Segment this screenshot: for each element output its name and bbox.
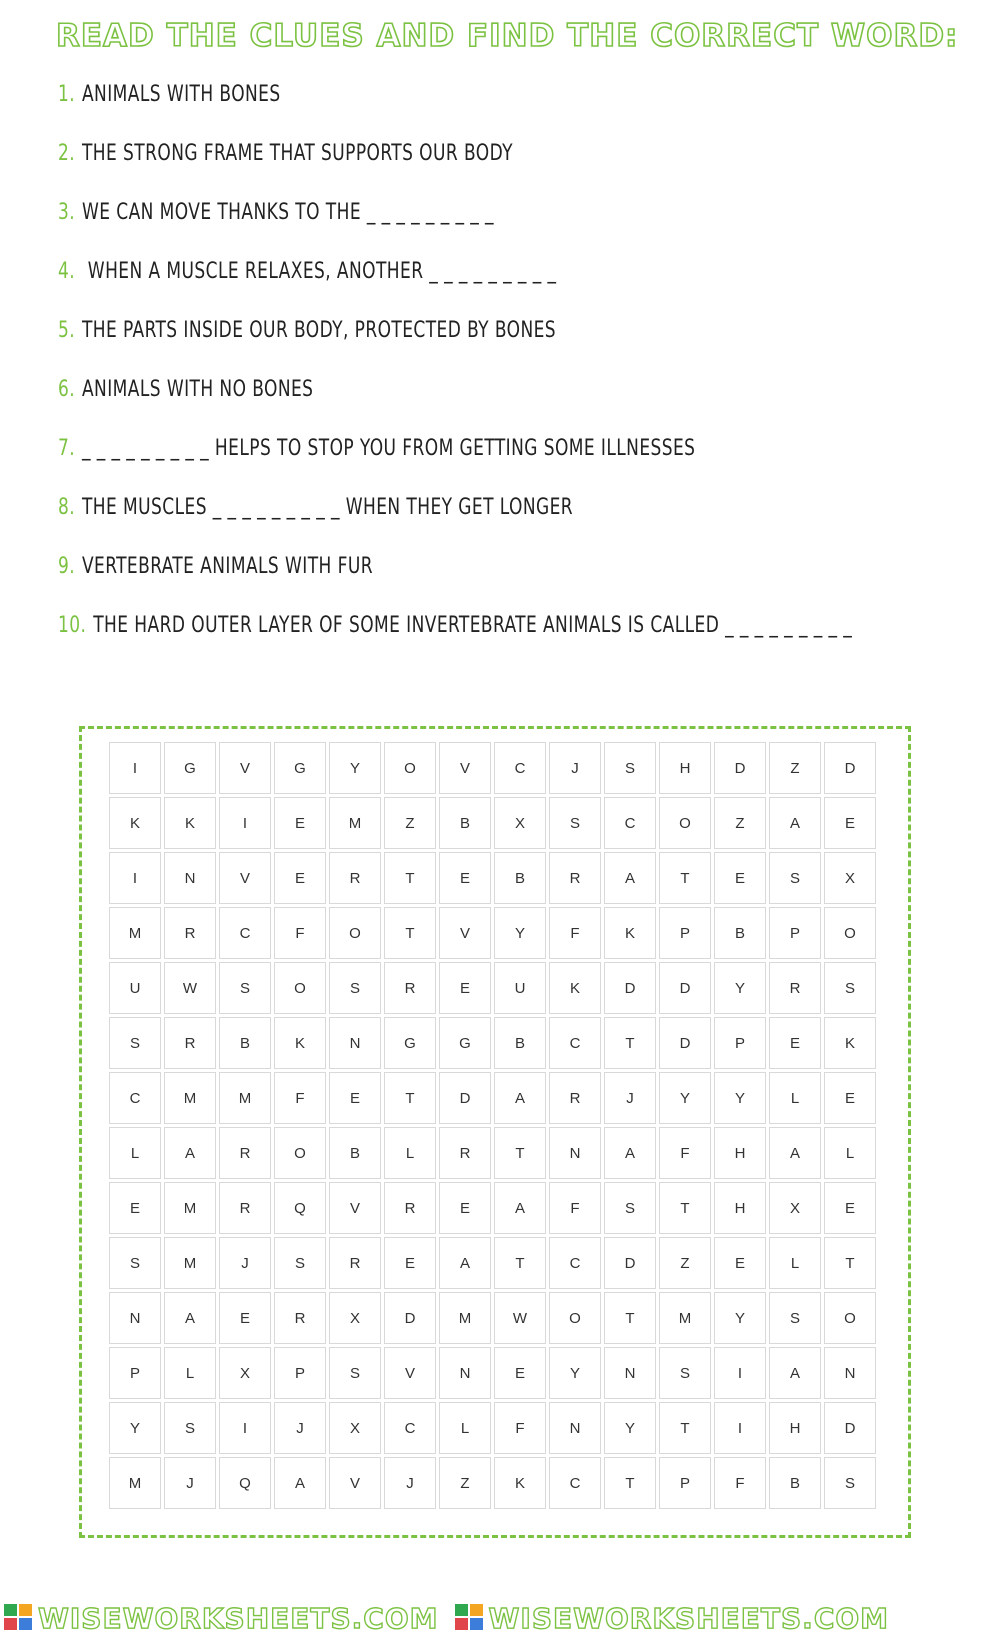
grid-cell: D	[714, 742, 766, 794]
grid-cell: Z	[714, 797, 766, 849]
grid-cell: B	[494, 1017, 546, 1069]
grid-cell: P	[659, 1457, 711, 1509]
grid-cell: D	[604, 962, 656, 1014]
grid-cell: D	[659, 1017, 711, 1069]
grid-cell: T	[384, 852, 436, 904]
grid-cell: W	[164, 962, 216, 1014]
grid-cell: N	[164, 852, 216, 904]
clue-text: WHEN A MUSCLE RELAXES, ANOTHER _ _ _ _ _ _ _ _ _	[81, 259, 557, 284]
grid-cell: R	[384, 1182, 436, 1234]
grid-cell: T	[494, 1127, 546, 1179]
grid-cell: S	[604, 742, 656, 794]
grid-cell: C	[549, 1017, 601, 1069]
grid-cell: E	[714, 1237, 766, 1289]
grid-cell: S	[549, 797, 601, 849]
grid-cell: E	[824, 797, 876, 849]
grid-cell: B	[714, 907, 766, 959]
grid-cell: X	[769, 1182, 821, 1234]
grid-cell: I	[109, 742, 161, 794]
grid-cell: M	[164, 1182, 216, 1234]
grid-cell: Y	[714, 1292, 766, 1344]
grid-cell: T	[494, 1237, 546, 1289]
grid-cell: J	[219, 1237, 271, 1289]
grid-cell: S	[659, 1347, 711, 1399]
grid-cell: X	[329, 1402, 381, 1454]
footer-watermark	[0, 1598, 1000, 1638]
grid-cell: Y	[494, 907, 546, 959]
grid-cell: Z	[439, 1457, 491, 1509]
grid-cell: X	[219, 1347, 271, 1399]
grid-cell: S	[274, 1237, 326, 1289]
grid-cell: Y	[659, 1072, 711, 1124]
grid-cell: A	[494, 1182, 546, 1234]
grid-cell: P	[769, 907, 821, 959]
grid-cell: K	[164, 797, 216, 849]
grid-cell: H	[659, 742, 711, 794]
grid-cell: Y	[549, 1347, 601, 1399]
grid-cell: C	[384, 1402, 436, 1454]
clue-text: THE MUSCLES _ _ _ _ _ _ _ _ _ WHEN THEY GET LONGER	[81, 495, 574, 520]
grid-cell: O	[329, 907, 381, 959]
grid-cell: E	[329, 1072, 381, 1124]
grid-cell: R	[164, 1017, 216, 1069]
clue-text: THE PARTS INSIDE OUR BODY, PROTECTED BY BONES	[81, 318, 557, 343]
grid-cell: M	[164, 1237, 216, 1289]
grid-cell: C	[549, 1237, 601, 1289]
footer-brand-1	[4, 1602, 439, 1635]
grid-cell: L	[384, 1127, 436, 1179]
clue-number: 4.	[58, 259, 76, 284]
grid-cell: A	[439, 1237, 491, 1289]
grid-cell: K	[824, 1017, 876, 1069]
grid-cell: V	[219, 852, 271, 904]
grid-cell: F	[659, 1127, 711, 1179]
grid-cell: B	[769, 1457, 821, 1509]
grid-cell: H	[769, 1402, 821, 1454]
footer-brand-text: WISEWORKSHEETS.COM	[488, 1601, 890, 1635]
grid-cell: A	[769, 797, 821, 849]
grid-cell: M	[439, 1292, 491, 1344]
grid-cell: A	[769, 1127, 821, 1179]
footer-brand-text: WISEWORKSHEETS.COM	[38, 1601, 439, 1635]
grid-cell: O	[824, 1292, 876, 1344]
grid-cell: R	[274, 1292, 326, 1344]
grid-cell: D	[439, 1072, 491, 1124]
grid-cell: S	[769, 1292, 821, 1344]
clue-item	[58, 611, 853, 670]
clue-item	[58, 434, 832, 493]
grid-cell: R	[329, 852, 381, 904]
grid-cell: K	[494, 1457, 546, 1509]
grid-cell: Y	[604, 1402, 656, 1454]
grid-cell: M	[659, 1292, 711, 1344]
grid-cell: E	[219, 1292, 271, 1344]
grid-cell: E	[274, 797, 326, 849]
grid-cell: V	[219, 742, 271, 794]
grid-cell: R	[164, 907, 216, 959]
footer-brand-2	[455, 1602, 890, 1635]
grid-cell: G	[274, 742, 326, 794]
grid-cell: S	[824, 962, 876, 1014]
grid-cell: P	[659, 907, 711, 959]
grid-cell: N	[439, 1347, 491, 1399]
grid-cell: E	[439, 852, 491, 904]
grid-cell: E	[494, 1347, 546, 1399]
grid-cell: A	[274, 1457, 326, 1509]
grid-cell: R	[549, 1072, 601, 1124]
grid-cell: T	[384, 1072, 436, 1124]
grid-cell: E	[824, 1182, 876, 1234]
grid-cell: O	[274, 1127, 326, 1179]
grid-cell: B	[219, 1017, 271, 1069]
grid-cell: C	[494, 742, 546, 794]
grid-cell: T	[604, 1017, 656, 1069]
grid-cell: N	[824, 1347, 876, 1399]
grid-cell: E	[439, 1182, 491, 1234]
clue-item	[58, 375, 832, 434]
clue-number: 9.	[58, 554, 76, 579]
grid-cell: O	[659, 797, 711, 849]
grid-cell: E	[384, 1237, 436, 1289]
grid-cell: T	[604, 1292, 656, 1344]
grid-cell: A	[604, 1127, 656, 1179]
grid-cell: N	[329, 1017, 381, 1069]
clue-number: 7.	[58, 436, 76, 461]
grid-cell: N	[604, 1347, 656, 1399]
grid-cell: N	[549, 1127, 601, 1179]
clue-list	[58, 80, 958, 670]
grid-cell: R	[439, 1127, 491, 1179]
grid-cell: G	[439, 1017, 491, 1069]
clue-item	[58, 198, 832, 257]
grid-cell: V	[329, 1182, 381, 1234]
clue-text: THE HARD OUTER LAYER OF SOME INVERTEBRATE ANIMALS IS CALLED _ _ _ _ _ _ _ _ _	[93, 613, 853, 638]
grid-cell: M	[109, 907, 161, 959]
grid-cell: Y	[714, 1072, 766, 1124]
clue-number: 10.	[58, 613, 87, 638]
grid-cell: P	[109, 1347, 161, 1399]
grid-cell: G	[164, 742, 216, 794]
grid-cell: L	[109, 1127, 161, 1179]
grid-cell: C	[219, 907, 271, 959]
grid-cell: I	[714, 1347, 766, 1399]
grid-cell: R	[219, 1182, 271, 1234]
clue-number: 6.	[58, 377, 76, 402]
grid-cell: J	[549, 742, 601, 794]
clue-text: ANIMALS WITH BONES	[81, 82, 281, 107]
grid-cell: U	[494, 962, 546, 1014]
grid-cell: S	[164, 1402, 216, 1454]
grid-cell: C	[604, 797, 656, 849]
grid-cell: S	[329, 962, 381, 1014]
grid-cell: P	[714, 1017, 766, 1069]
grid-cell: I	[219, 797, 271, 849]
grid-cell: T	[384, 907, 436, 959]
grid-cell: Y	[714, 962, 766, 1014]
grid-cell: T	[659, 1182, 711, 1234]
worksheet-title: READ THE CLUES AND FIND THE CORRECT WORD:	[56, 18, 959, 54]
grid-cell: E	[439, 962, 491, 1014]
grid-cell: K	[109, 797, 161, 849]
grid-cell: N	[109, 1292, 161, 1344]
grid-cell: E	[274, 852, 326, 904]
grid-cell: S	[769, 852, 821, 904]
grid-cell: M	[219, 1072, 271, 1124]
grid-cell: Z	[769, 742, 821, 794]
grid-cell: R	[329, 1237, 381, 1289]
grid-cell: O	[384, 742, 436, 794]
clue-item	[58, 139, 832, 198]
grid-cell: I	[714, 1402, 766, 1454]
grid-cell: F	[274, 907, 326, 959]
grid-cell: Z	[384, 797, 436, 849]
grid-cell: K	[274, 1017, 326, 1069]
grid-cell: V	[439, 742, 491, 794]
grid-cell: M	[329, 797, 381, 849]
grid-cell: O	[549, 1292, 601, 1344]
grid-cell: Y	[109, 1402, 161, 1454]
wise-logo-icon	[455, 1604, 485, 1632]
grid-cell: Q	[274, 1182, 326, 1234]
grid-cell: S	[109, 1017, 161, 1069]
clue-text: THE STRONG FRAME THAT SUPPORTS OUR BODY	[81, 141, 513, 166]
clue-number: 3.	[58, 200, 76, 225]
grid-cell: U	[109, 962, 161, 1014]
grid-cell: A	[164, 1127, 216, 1179]
clue-item	[58, 257, 832, 316]
wise-logo-icon	[4, 1604, 34, 1632]
grid-cell: A	[494, 1072, 546, 1124]
grid-cell: D	[824, 742, 876, 794]
grid-cell: F	[274, 1072, 326, 1124]
grid-cell: V	[384, 1347, 436, 1399]
grid-cell: J	[384, 1457, 436, 1509]
grid-cell: D	[604, 1237, 656, 1289]
grid-cell: A	[164, 1292, 216, 1344]
grid-cell: T	[659, 852, 711, 904]
grid-cell: S	[109, 1237, 161, 1289]
clue-text: ANIMALS WITH NO BONES	[81, 377, 314, 402]
grid-cell: K	[549, 962, 601, 1014]
grid-cell: O	[824, 907, 876, 959]
grid-cell: S	[604, 1182, 656, 1234]
grid-cell: E	[824, 1072, 876, 1124]
grid-cell: S	[329, 1347, 381, 1399]
grid-cell: L	[824, 1127, 876, 1179]
grid-cell: R	[549, 852, 601, 904]
grid-cell: C	[109, 1072, 161, 1124]
grid-cell: Q	[219, 1457, 271, 1509]
grid-cell: C	[549, 1457, 601, 1509]
clue-number: 1.	[58, 82, 76, 107]
grid-cell: V	[329, 1457, 381, 1509]
grid-cell: F	[549, 1182, 601, 1234]
grid-cell: A	[604, 852, 656, 904]
grid-cell: L	[164, 1347, 216, 1399]
grid-cell: H	[714, 1127, 766, 1179]
grid-cell: L	[769, 1237, 821, 1289]
grid-cell: L	[769, 1072, 821, 1124]
grid-cell: M	[164, 1072, 216, 1124]
grid-cell: F	[494, 1402, 546, 1454]
clue-number: 8.	[58, 495, 76, 520]
grid-cell: H	[714, 1182, 766, 1234]
word-search-grid	[109, 742, 876, 1509]
grid-cell: N	[549, 1402, 601, 1454]
grid-cell: G	[384, 1017, 436, 1069]
grid-cell: R	[384, 962, 436, 1014]
grid-cell: E	[109, 1182, 161, 1234]
clue-number: 5.	[58, 318, 76, 343]
clue-item	[58, 552, 832, 611]
grid-cell: R	[219, 1127, 271, 1179]
grid-cell: D	[659, 962, 711, 1014]
grid-cell: X	[824, 852, 876, 904]
grid-cell: D	[384, 1292, 436, 1344]
grid-cell: I	[109, 852, 161, 904]
grid-cell: E	[714, 852, 766, 904]
clue-number: 2.	[58, 141, 76, 166]
grid-cell: B	[329, 1127, 381, 1179]
grid-cell: X	[494, 797, 546, 849]
clue-item	[58, 316, 832, 375]
grid-cell: T	[659, 1402, 711, 1454]
grid-cell: T	[604, 1457, 656, 1509]
grid-cell: R	[769, 962, 821, 1014]
grid-cell: S	[824, 1457, 876, 1509]
grid-cell: E	[769, 1017, 821, 1069]
grid-cell: D	[824, 1402, 876, 1454]
grid-cell: I	[219, 1402, 271, 1454]
grid-cell: O	[274, 962, 326, 1014]
grid-cell: Y	[329, 742, 381, 794]
grid-cell: A	[769, 1347, 821, 1399]
grid-cell: K	[604, 907, 656, 959]
grid-cell: F	[549, 907, 601, 959]
grid-cell: W	[494, 1292, 546, 1344]
grid-cell: S	[219, 962, 271, 1014]
grid-cell: T	[824, 1237, 876, 1289]
grid-cell: L	[439, 1402, 491, 1454]
clue-text: WE CAN MOVE THANKS TO THE _ _ _ _ _ _ _ _ _	[81, 200, 494, 225]
clue-text: VERTEBRATE ANIMALS WITH FUR	[81, 554, 373, 579]
clue-text: _ _ _ _ _ _ _ _ _ HELPS TO STOP YOU FROM GETTING SOME ILLNESSES	[81, 436, 696, 461]
grid-cell: M	[109, 1457, 161, 1509]
grid-cell: J	[604, 1072, 656, 1124]
grid-cell: B	[439, 797, 491, 849]
grid-cell: Z	[659, 1237, 711, 1289]
grid-cell: X	[329, 1292, 381, 1344]
grid-cell: F	[714, 1457, 766, 1509]
clue-item	[58, 80, 832, 139]
grid-cell: B	[494, 852, 546, 904]
grid-cell: J	[274, 1402, 326, 1454]
grid-cell: V	[439, 907, 491, 959]
grid-cell: J	[164, 1457, 216, 1509]
grid-cell: P	[274, 1347, 326, 1399]
clue-item	[58, 493, 832, 552]
